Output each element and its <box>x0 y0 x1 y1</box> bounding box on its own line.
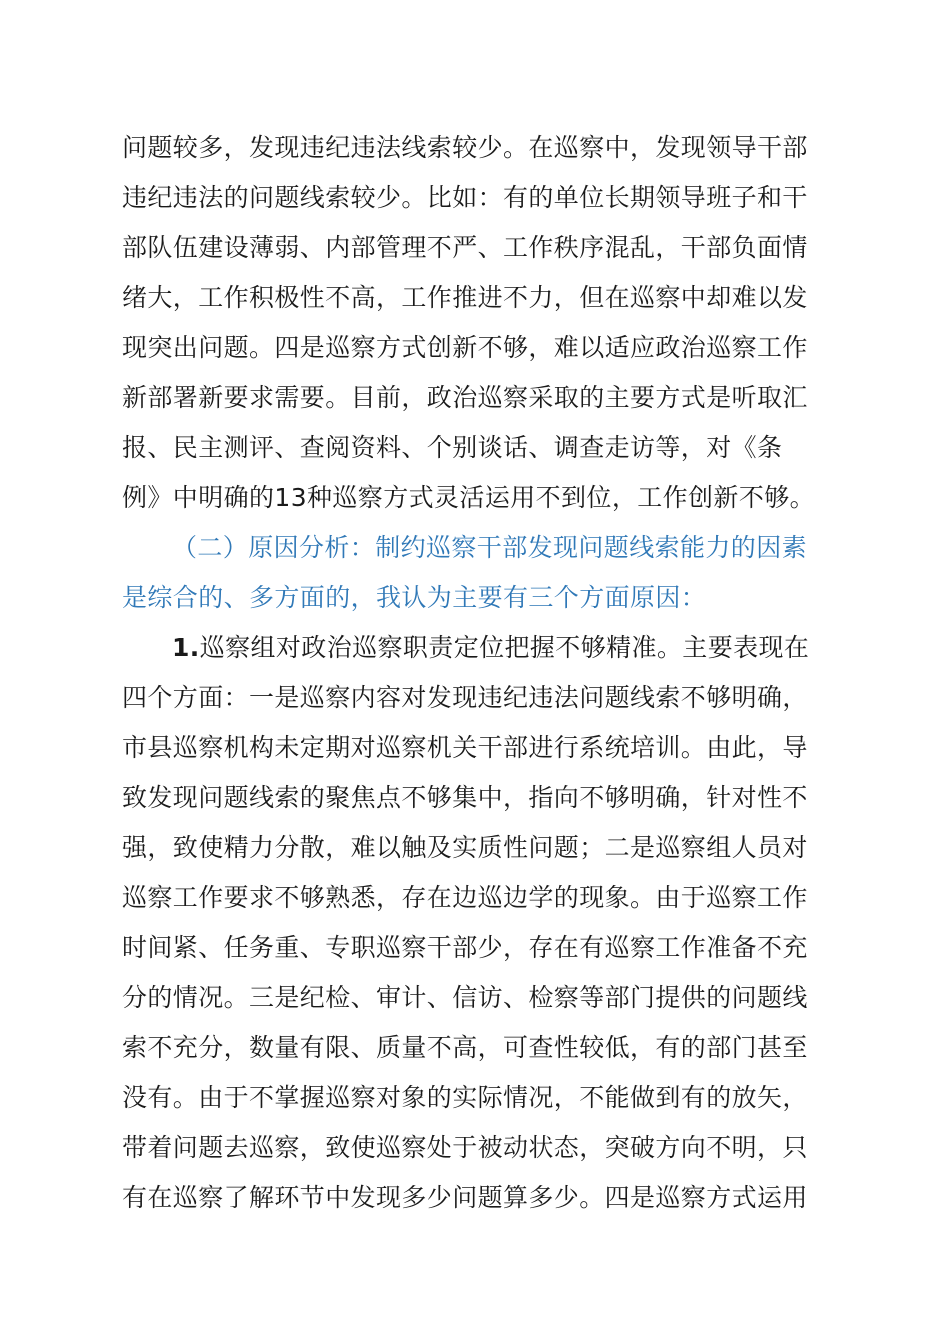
point-1-line-10: 没有。由于不掌握巡察对象的实际情况，不能做到有的放矢， <box>122 1083 808 1112</box>
point-1-line-2: 四个方面：一是巡察内容对发现违纪违法问题线索不够明确， <box>122 683 808 712</box>
point-1-line-9: 索不充分，数量有限、质量不高，可查性较低，有的部门甚至 <box>122 1033 808 1062</box>
body-line-3: 部队伍建设薄弱、内部管理不严、工作秩序混乱，干部负面情 <box>122 233 808 262</box>
point-1-line-4: 致发现问题线索的聚焦点不够集中，指向不够明确，针对性不 <box>122 783 808 812</box>
body-line-8: 例》中明确的13种巡察方式灵活运用不到位，工作创新不够。 <box>122 483 816 512</box>
point-1-line-7: 时间紧、任务重、专职巡察干部少，存在有巡察工作准备不充 <box>122 933 808 962</box>
point-1-title: 巡察组对政治巡察职责定位把握不够精准。主要表现在 <box>199 633 810 662</box>
point-1-line-3: 市县巡察机构未定期对巡察机关干部进行系统培训。由此，导 <box>122 733 808 762</box>
point-1-line-11: 带着问题去巡察，致使巡察处于被动状态，突破方向不明，只 <box>122 1133 808 1162</box>
section-heading-line-1: （二）原因分析：制约巡察干部发现问题线索能力的因素 <box>172 533 808 562</box>
point-1-line-6: 巡察工作要求不够熟悉，存在边巡边学的现象。由于巡察工作 <box>122 883 808 912</box>
point-1-first-line <box>172 623 838 673</box>
body-line-7: 报、民主测评、查阅资料、个别谈话、调查走访等，对《条 <box>122 433 783 462</box>
body-line-6: 新部署新要求需要。目前，政治巡察采取的主要方式是听取汇 <box>122 383 808 412</box>
point-1-line-8: 分的情况。三是纪检、审计、信访、检察等部门提供的问题线 <box>122 983 808 1012</box>
section-heading-line-2: 是综合的、多方面的，我认为主要有三个方面原因： <box>122 583 707 612</box>
body-line-1: 问题较多，发现违纪违法线索较少。在巡察中，发现领导干部 <box>122 133 808 162</box>
body-line-2: 违纪违法的问题线索较少。比如：有的单位长期领导班子和干 <box>122 183 808 212</box>
body-line-5: 现突出问题。四是巡察方式创新不够，难以适应政治巡察工作 <box>122 333 808 362</box>
point-1-line-12: 有在巡察了解环节中发现多少问题算多少。四是巡察方式运用 <box>122 1183 808 1212</box>
point-1-line-5: 强，致使精力分散，难以触及实质性问题；二是巡察组人员对 <box>122 833 808 862</box>
point-1-number: 1. <box>172 633 200 662</box>
body-line-4: 绪大，工作积极性不高，工作推进不力，但在巡察中却难以发 <box>122 283 808 312</box>
